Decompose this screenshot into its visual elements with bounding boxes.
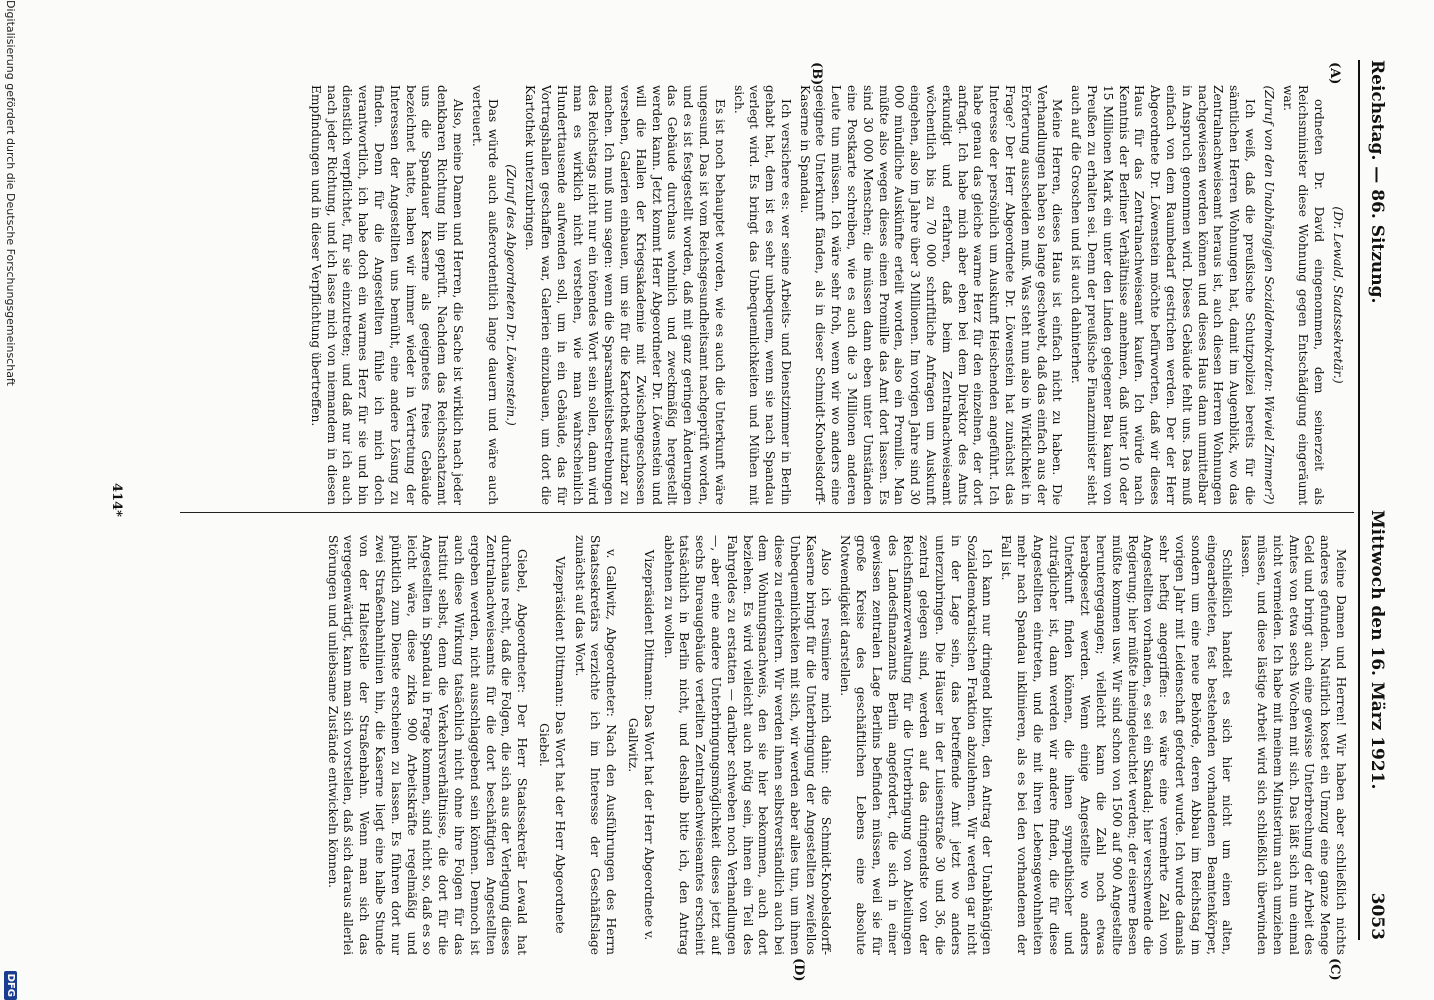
paragraph: Also ich resümiere mich dahin: die Schmidt-Knobelsdorff-Kaserne bringt für die Unterbringung der Angestellten zweifellos Unbequemlichkeiten mit sich, wir werden aber alles tun, um ihnen diese zu erleichtern. Wir werden ihnen selbstverständlich auch bei dem Wohnungsnachweis, den sie hier bekommen, auch dort beziehen. Es wird vielleicht auch nötig sein, ihnen ein Teil des Fahrgeldes zu erstatten — darüber schweben noch Verhandlungen —, aber eine andere Unterbringungsmöglichkeit dieses jetzt auf sechs Bureaugebäude verteilten Zentralnachweiseamtes erscheint tatsächlich in Berlin nicht, und deshalb bitte ich, den Antrag ablehnen zu wollen. xyxy=(661,535,834,955)
paragraph: Ich weiß, daß die preußische Schutzpolizei bereits für die sämtlichen Herren Wohnungen hat, damit im Augenblick, wo das Zentralnachweiseamt heraus ist, auch diesen Herren Wohnungen nachgewiesen werden können und dieses Haus dann unmittelbar in Anspruch genommen wird. Dieses Gebäude fehlt uns. Das muß einfach von dem Raumbedarf gestrichen werden. Der der Herr Abgeordnete Dr. Löwenstein möchte befürworten, daß wir dieses Haus für das Zentralnachweiseamt kaufen. Ich würde nach Kenntnis der Berliner Verhältnisse annehmen, daß unter 10 oder 15 Millionen Mark ein unter den Linden gelegener Bau kaum von Preußen zu erhalten sei. Denn der preußische Finanzminister sieht auch auf die Groschen und ist auch dahinterher. xyxy=(1069,85,1258,505)
dfg-logo: DFG xyxy=(5,971,18,1000)
speaker-line: Vizepräsident Dittmann: Das Wort hat der Herr Abgeordnete v. Gallwitz. xyxy=(625,549,656,941)
interjection: (Zuruf des Abgeordneten Dr. Löwenstein.) xyxy=(504,164,519,426)
paragraph: Schließlich handelt es sich hier nicht um einen alten, eingearbeiteten, fest bestehenden vorhandenen Beamtenkörper, sondern um eine neue Behörde, deren Abbau im Reichstag im vorigen Jahr mit Leidenschaft gefordert wurde. Ich wurde damals sehr heftig angegriffen: es wäre eine vermehrte Zahl von Angestellten vorhanden, es sei ein Skandal; hier verschwende die Regierung; hier müßte hineingeleuchtet werden; der eiserne Besen müßte kommen usw. Wir sind schon von 1500 auf 900 Angestellte heruntergegangen; vielleicht kann die Zahl noch etwas herabgesetzt werden. Wenn einige Angestellte wo anders Unterkunft finden können, die ihnen sympathischer und zuträglicher ist, dann werden wir andere finden, die für diese Angestellten eintreten, und die mit ihren Lebensgewohnheiten mehr nach Spandau inklinieren, als es bei den vorhandenen der Fall ist. xyxy=(999,535,1235,955)
interjection: (Dr. Lewald, Staatssekretär.) xyxy=(1331,206,1345,384)
header-session: Reichstag. — 86. Sitzung. xyxy=(1367,60,1387,304)
page-header xyxy=(1358,60,1394,940)
paragraph: Also, meine Damen und Herren, die Sache ist wirklich nach jeder denkbaren Richtung hin geprüft. Nachdem das Reichsschatzamt uns die Spandauer Kaserne als geeignetes freies Gebäude bezeichnet hatte, haben wir immer wieder in Vertretung der Interessen der Angestellten uns bemüht, eine andere Lösung zu finden. Denn für die Angestellten fühle ich mich doch verantwortlich, ich habe doch ein warmes Herz für sie und bin dienstlich verpflichtet, für sie einzutreten; und daß nur ich auch nach jeder Richtung, und ich lasse mich von niemandem in diesen Empfindungen und in dieser Verpflichtung übertreffen. xyxy=(308,85,465,505)
paragraph: Ich kann nur dringend bitten, den Antrag der Unabhängigen Sozialdemokratischen Fraktion abzulehnen. Wir werden gar nicht in der Lage sein, das betreffende Amt jetzt wo anders unterzubringen. Die Häuser in der Luisenstraße 30 und 36, die zentral gelegen sind, werden auf das dringendste von der Reichsfinanzverwaltung für die Unterbringung von Abteilungen des Landesfinanzamts Berlin angefordert, die sich in einer gewissen zentralen Lage Berlins befinden müssen, weil sie für große Kreise des geschäftlichen Lebens eine absolute Notwendigkeit darstellen. xyxy=(838,535,995,955)
paragraph: Es ist noch behauptet worden, wie es auch die Unterkunft wäre ungesund. Das ist vom Reichsgesundheitsamt nachgeprüft worden, und es ist festgestellt worden, daß mit ganz geringen Änderungen das Gebäude durchaus wohnlich und zweckmäßig hergestellt werden kann. Jetzt kommt Herr Abgeordneter Dr. Löwenstein und will die Hallen der Kriegsakademie mit Zwischengeschossen versehen, Galerien einbauen, um sie für die Kartothek nutzbar zu machen. Ich muß nun sagen: wenn die Sparsamkeitsbestrebungen des Reichstags nicht nur ein tönendes Wort sein sollen, dann wird man es wirklich nicht verstehen, wie man wahrscheinlich Hunderttausende aufwenden soll, um in ein Gebäude, das für Vortragshallen geschaffen war, Galerien einzubauen, um dort die Kartothek unterzubringen. xyxy=(523,85,727,505)
speaker-line: Vizepräsident Dittmann: Das Wort hat der Herr Abgeordnete Giebel. xyxy=(536,556,567,934)
paragraph: Meine Herren, dieses Haus ist einfach nicht zu haben. Die Verhandlungen haben so lange geschwebt, daß das einfach aus der Erörterung ausscheiden muß. Was steht nun also in Wirklichkeit in Frage? Der Herr Abgeordnete Dr. Löwenstein hat zunächst das Interesse der persönlich um Auskunft Heischenden angeführt. Ich habe genau das gleiche warme Herz für den einzelnen, der dort anfragt. Ich habe mich aber eben bei dem Direktor des Amts erkundigt und erfahren, daß beim Zentralnachweiseamt wöchentlich bis zu 70 000 schriftliche Anfragen um Auskunft eingehen, also im Jahre über 3 Millionen. Im vorigen Jahre sind 30 000 mündliche Auskünfte erteilt worden, also ein Promille. Man müßte also wegen dieses einen Promille das Amt dort lassen. Es sind 30 000 Menschen; die müssen dann eben unter Umständen eine Postkarte schreiben, wie es auch die 3 Millionen anderen Leute tun müssen. Ich wäre sehr froh, wenn wir wo anders eine geeignete Unterkunft fänden, als in dieser Schmidt-Knobelsdorff-Kaserne in Spandau. xyxy=(797,85,1065,505)
page-reference: 414* xyxy=(109,483,124,517)
margin-marker-c: (C) xyxy=(1327,958,1342,981)
paragraph: v. Gallwitz, Abgeordneter: Nach den Ausführungen des Herrn Staatssekretärs verzichte ich im Interesse der Geschäftslage zunächst auf das Wort. xyxy=(572,535,619,955)
column-divider xyxy=(180,512,1354,513)
margin-marker-d: (D) xyxy=(791,958,806,982)
paragraph: Ich versichere es: wer seine Arbeits- und Dienstzimmer in Berlin gehabt hat, dem ist es sehr unbequem, wenn sie nach Spandau verlegt wird. Es bringt das Unbequemlichkeiten und Mühen mit sich. xyxy=(731,85,793,505)
digitization-credit xyxy=(0,0,22,1000)
margin-marker-a: (A) xyxy=(1327,62,1342,85)
paragraph: Meine Damen und Herren! Wir haben aber schließlich nichts anderes gefunden. Natürlich kostet ein Umzug eine ganze Menge Geld und bringt auch eine gewisse Unterbrechung der Arbeit des Amtes von etwa sechs Wochen mit sich. Das läßt sich nun einmal nicht vermeiden. Ich habe mit meinem Ministerium auch umziehen müssen, und diese lästige Arbeit wird sich schließlich überwinden lassen. xyxy=(1239,535,1348,955)
margin-marker-b: (B) xyxy=(809,62,824,86)
left-column xyxy=(150,85,1348,505)
header-page-number: 3053 xyxy=(1367,892,1387,940)
right-column xyxy=(150,535,1348,955)
paragraph: Giebel, Abgeordneter: Der Herr Staatssekretär Lewald hat durchaus recht, daß die Folgen, die sich aus der Verlegung dieses Zentralnachweiseamts für die dort beschäftigten Angestellten ergeben werden, nicht ausschlaggebend sein können. Dennoch ist auch diese Wirkung tatsächlich nicht ohne ihre Folgen für das Institut selbst, denn die Verkehrsverhältnisse, die dort für die Angestellten in Spandau in Frage kommen, sind nicht so, daß es so leicht wäre, diese zirka 900 Arbeitskräfte regelmäßig und pünktlich zum Dienste erscheinen zu lassen. Es führen dort nur zwei Straßenbahnlinien hin, die Kaserne liegt eine halbe Stunde von der Haltestelle der Straßenbahn. Wenn man sich das vergegenwärtigt, kann man sich vorstellen, daß sich daraus allerlei Störungen und unliebsame Zustände entwickeln können. xyxy=(325,535,530,955)
paragraph: Das würde auch außerordentlich lange dauern und wäre auch verteuert. xyxy=(469,85,500,505)
paragraph: ordneten Dr. David eingenommen, dem seinerzeit als Reichsminister diese Wohnung gegen Entschädigung eingeräumt war. xyxy=(1280,85,1327,505)
header-date: Mittwoch den 16. März 1921. xyxy=(1367,509,1387,790)
interjection: (Zuruf von den Unabhängigen Sozialdemokraten: Wieviel Zimmer?) xyxy=(1261,85,1276,505)
digitization-text: Digitalisierung gefördert durch die Deutsche Forschungsgemeinschaft xyxy=(4,0,18,386)
